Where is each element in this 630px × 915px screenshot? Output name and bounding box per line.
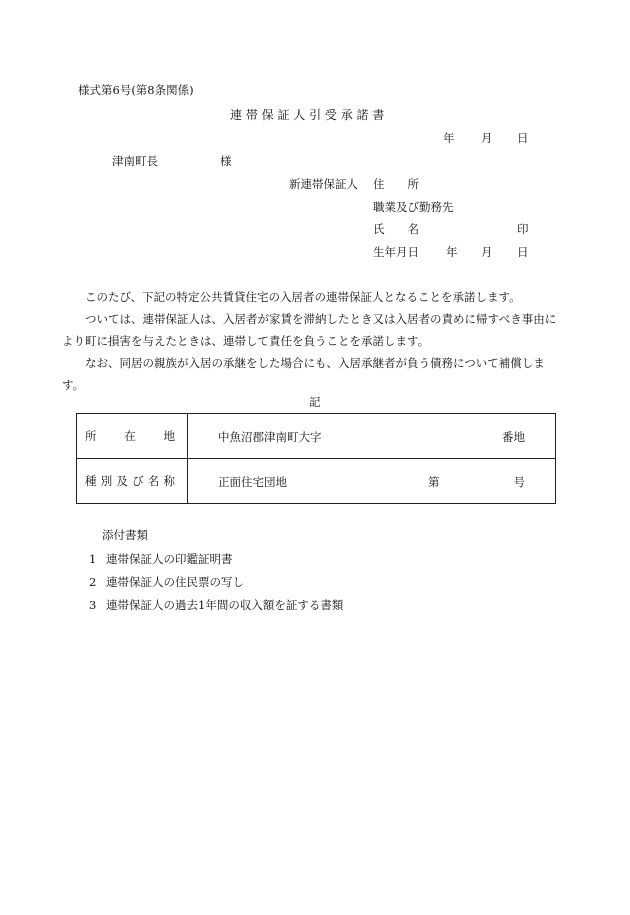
document-title: 連 帯 保 証 人 引 受 承 諾 書 — [230, 108, 385, 122]
birth-day-label: 日 — [517, 245, 529, 259]
seal-mark: 印 — [517, 222, 529, 236]
location-label: 所在地 — [85, 429, 175, 443]
body-paragraph-1: このたび、下記の特定公共賃貸住宅の入居者の連帯保証人となることを承諾します。 — [85, 290, 521, 304]
type-label: 種別及び名称 — [85, 474, 175, 488]
location-value: 中魚沼郡津南町大字 — [218, 430, 322, 444]
type-value-cell — [188, 459, 556, 504]
attachment-no-2: 2 — [89, 575, 97, 589]
birth-year-label: 年 — [446, 245, 458, 259]
attachment-item-2: 連帯保証人の住民票の写し — [106, 575, 244, 589]
attachment-no-3: 3 — [89, 598, 97, 612]
form-number: 様式第6号(第8条関係) — [78, 83, 194, 97]
date-day-label: 日 — [517, 131, 529, 145]
occupation-label: 職業及び勤務先 — [373, 200, 454, 214]
applicant-heading: 新連帯保証人 — [289, 177, 358, 191]
birth-label: 生年月日 — [373, 245, 419, 259]
body-text — [62, 286, 562, 396]
location-label-cell — [77, 414, 188, 459]
attachment-item-1: 連帯保証人の印鑑証明書 — [106, 552, 233, 566]
table-row — [77, 414, 556, 459]
birth-month-label: 月 — [481, 245, 493, 259]
name-label: 氏 名 — [373, 222, 419, 236]
attachment-item-3: 連帯保証人の過去1年間の収入額を証する書類 — [106, 598, 344, 612]
attachment-no-1: 1 — [89, 552, 97, 566]
date-year-label: 年 — [443, 131, 455, 145]
type-value: 正面住宅団地 — [218, 475, 287, 489]
location-suffix: 番地 — [502, 430, 525, 444]
type-dai: 第 — [428, 475, 440, 489]
address-label: 住 所 — [373, 177, 419, 191]
property-table — [76, 413, 556, 504]
table-row — [77, 459, 556, 504]
attachments-heading: 添付書類 — [102, 528, 148, 542]
addressee-honorific: 様 — [220, 154, 232, 168]
ki-heading: 記 — [309, 395, 321, 409]
addressee-name: 津南町長 — [112, 154, 158, 168]
body-paragraph-3: なお、同居の親族が入居の承継をした場合にも、入居承継者が負う債務について補償します。 — [62, 356, 545, 392]
body-paragraph-2: ついては、連帯保証人は、入居者が家賃を滞納したとき又は入居者の責めに帰すべき事由により町に損害を与えたときは、連帯して責任を負うことを承諾します。 — [62, 312, 557, 348]
type-gou: 号 — [513, 475, 525, 489]
date-month-label: 月 — [481, 131, 493, 145]
type-label-cell — [77, 459, 188, 504]
location-value-cell — [188, 414, 556, 459]
